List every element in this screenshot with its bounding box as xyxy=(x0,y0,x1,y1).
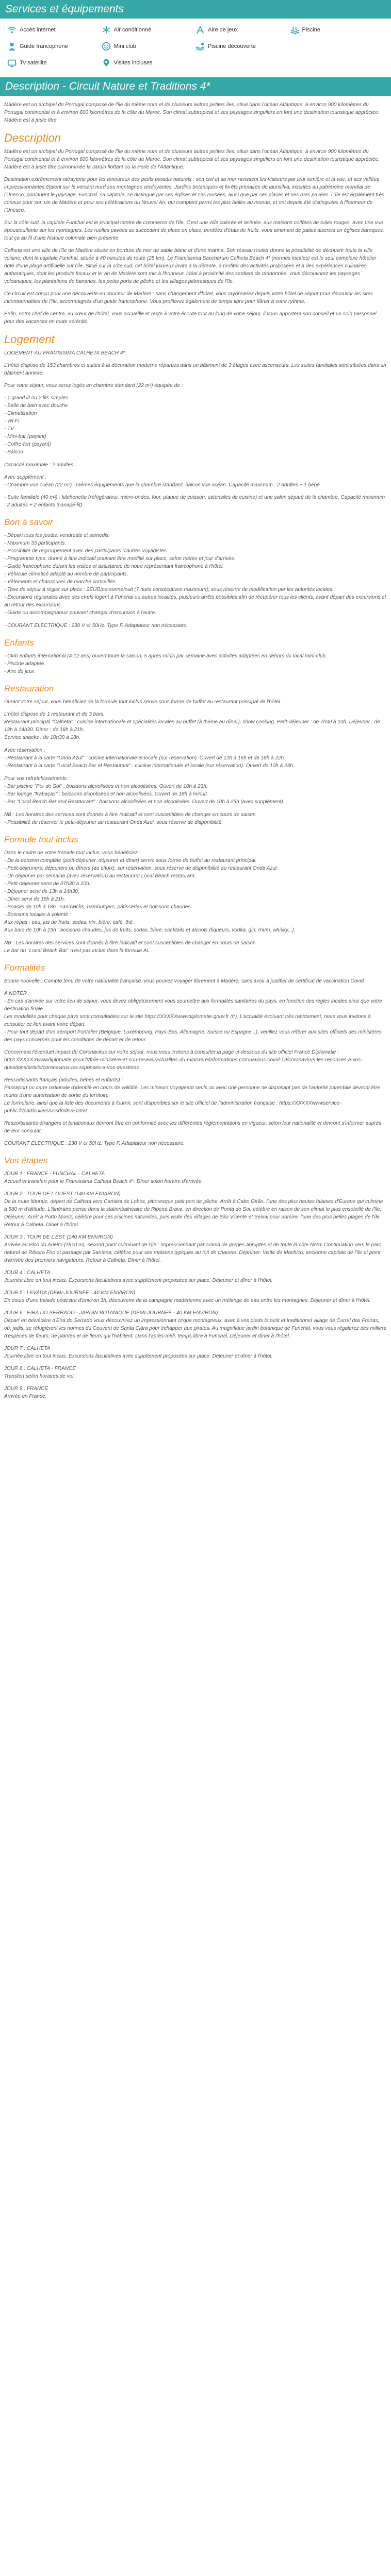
all-inclusive-list xyxy=(4,857,387,934)
lodging-options-title: Avec supplément : xyxy=(4,474,47,480)
all-inclusive-intro: Dans le cadre de votre formule tout inclus, vous bénéficiez : xyxy=(4,850,141,856)
food-drinks-title: Pour vos rafraîchissements : xyxy=(4,776,70,782)
day-title: JOUR 2 : TOUR DE L'OUEST (140 KM ENVIRON) xyxy=(4,1191,121,1197)
formalities-link[interactable]: https://XXXXXwwwdiplomatie.gouv.fr/fr/le-ministere-et-son-reseau/actualites-du-ministere/informations-coronavirus-covid-19/coronavirus-les-reponses-a-vos-questions/article/coronavirus-les-reponses-a-vos-questions xyxy=(4,1057,363,1071)
main-content xyxy=(0,96,391,1400)
service-item xyxy=(102,39,196,54)
food-paragraph: L'hôtel dispose de 1 restaurant et de 3 bars. xyxy=(4,711,105,717)
list-item: - Guide ou accompagnateur pouvant changer d'excursion à l'autre. xyxy=(4,610,157,616)
day-title: JOUR 5 : LEVADA (DEMI-JOURNÉE - 40 KM ENVIRON) xyxy=(4,1290,136,1296)
food-reservation-title: Avec réservation : xyxy=(4,748,45,753)
day-title: JOUR 9 : FRANCE xyxy=(4,1386,48,1392)
description-header: Description - Circuit Nature et Traditions 4* xyxy=(0,77,391,96)
food-title: Restauration xyxy=(4,684,54,693)
list-item: - Programme type, donné à titre indicatif pouvant être modifié sur place, selon météo et jour d'arrivée. xyxy=(4,556,236,562)
day-title: JOUR 3 : TOUR DE L'EST (140 KM ENVIRON) xyxy=(4,1234,113,1240)
tv-icon xyxy=(7,58,17,67)
list-item: - Déjeuner servi de 13h à 14h30. xyxy=(4,889,79,894)
pool-icon xyxy=(290,25,299,35)
day-title: JOUR 1 : FRANCE - FUNCHAL - CALHETA xyxy=(4,1171,105,1177)
service-label: Piscine xyxy=(302,27,320,33)
playground-icon xyxy=(196,25,205,35)
day-text: De la route littorale, départ de Calheta vers Camara de Lobos, pittoresque petit port de pêche. Arrêt à Cabo Girão, l'une des plus hautes falaises d'Europe qui culmine à 580 m d'altitude. L'itinéraire pense dans la stationbalnéaire de Ribeira Brava, en direction de Ponta do Sol, célèbre en raison de son climat le plus ensoleillé de l'île. Déjeuner. Arrêt à Porto Moniz, célèbre pour ses piscines naturelles, puis visite des villages de São Vicente et Seixal pour admirer l'une des plus belles plages de l'île. Retour à Calheta. Dîner à l'hôtel. xyxy=(4,1199,383,1228)
lodging-option: - Suite familiale (40 m²) : kitchenette (réfrigérateur, micro-ondes, four, plaque de cuisson, ustensiles de cuisine) et une salon séparé de la chambre. Capacité maximum : 2 adultes + 2 enfants (canapé-lit). xyxy=(4,495,385,508)
kids-title: Enfants xyxy=(4,638,34,648)
service-item xyxy=(102,56,196,70)
description-paragraph: Calheta est une ville de l'île de Madère située en bordure de mer de sable blanc et d'une marina. Son réseau routier donne la possibilité de découvrir toute la ville voisine, dont la capitale Funchal, située à 40 minutes de route (25 km). Le Framissima Saccharum Calheta Beach 4* (normes locales) est le seul complexe hôtelier doté d'une plage artificielle sur l'île. Situé sur la côte sud, cet hôtel luxueux invite à la détente, à profiter des activités proposées et à des expériences culinaires authentiques, dont les produits locaux et le vin de Madère sont mis à l'honneur. Idéal à proximité des sentiers de randonnée, vous découvrirez les paysages volcaniques, les plantations de bananes, les petits ports de pêche et les villages pittoresques de l'île. xyxy=(4,248,377,284)
list-item: - TV xyxy=(4,426,14,432)
lodging-capacity: Capacité maximale : 2 adultes. xyxy=(4,462,75,468)
list-item: - Possibilité de regroupement avec des participants d'autres voyagistes. xyxy=(4,548,168,554)
day-title: JOUR 4 : CALHETA xyxy=(4,1270,51,1276)
day-title: JOUR 8 : CALHETA - FRANCE xyxy=(4,1366,76,1371)
service-item xyxy=(102,23,196,37)
service-label: Guide francophone xyxy=(20,43,68,49)
service-item xyxy=(7,56,102,70)
description-paragraph: Madère est un archipel du Portugal composé de l'île du même nom et de plusieurs autres petites îles, situé dans l'océan Atlantique, à environ 900 kilomètres du Portugal continental et à environ 600 kilomètres de la côte du Maroc. Son climat subtropical et ses paysages singuliers en font une destination touristique appréciée. Madère est à juste titre surnommée la Jardin flottant ou la Perle de l'Atlantique. xyxy=(4,149,380,170)
service-item xyxy=(7,23,102,37)
list-item: - Wi-Fi xyxy=(4,418,20,424)
services-grid xyxy=(0,19,391,73)
list-item: - Piscine adaptée. xyxy=(4,661,46,667)
list-item: - Vêtements et chaussures de marche conseillés. xyxy=(4,579,117,585)
steps-title: Vos étapes xyxy=(4,1156,48,1165)
list-item: - Petit-déjeuners, déjeuners ou dîners (au choix), sur réservation, sous réserve de disponibilité au restaurant Onda Azul. xyxy=(4,866,279,871)
list-item: - Départ tous les jeudis, vendredis et samedis. xyxy=(4,533,110,538)
outdoor-pool-icon xyxy=(196,42,205,51)
list-item: - Club enfants international (4-12 ans) ouvert toute la saison, 5 après-midis par semaine avec activités adaptées en dehors du local mini-club. xyxy=(4,653,327,659)
list-item: - Maximum 33 participants. xyxy=(4,540,67,546)
formalities-paragraph: Le formulaire, ainsi que la liste des documents à fournir, sont disponibles sur le site officiel de l'administration française : https://XXXXXwwwservice-public.fr/particuliers/vosdroits/F1359. xyxy=(4,1100,341,1114)
service-label: Air conditionné xyxy=(113,27,152,33)
intro-paragraph: Madère est un archipel du Portugal composé de l'île du même nom et de plusieurs autres petites îles, situé dans l'océan Atlantique, à environ 900 kilomètres du Portugal continental et à environ 600 kilomètres de la côte du Maroc. Son climat subtropical et ses paysages singuliers en font une destination touristique appréciée. Madère est à juste titre xyxy=(4,102,380,123)
snowflake-icon xyxy=(102,25,111,35)
formalities-paragraph: - Pour tout départ d'un aéroport frontalier (Belgique, Luxembourg, Pays-Bas, Allemagne, Suisse ou Espagne...), veuillez vous référer aux sites officiels des ministères des pays concernés pour les conditions de départ et de retour. xyxy=(4,1029,382,1043)
current-note: - COURANT ELECTRIQUE : 230 V et 50Hz. Type F. Adaptateur non nécessaire. xyxy=(4,623,188,629)
formalities-paragraph: Ressortissants français (adultes, bébés et enfants) : xyxy=(4,1077,123,1083)
mini-club-icon xyxy=(102,42,111,51)
visits-icon xyxy=(102,58,111,67)
food-note: - Possibilité de réserver le petit-déjeuner au restaurant Onda Azul, sous réserve de disponibilité. xyxy=(4,820,223,825)
service-label: Accès internet xyxy=(20,27,56,33)
list-item: - 1 grand lit ou 2 lits simples xyxy=(4,395,68,401)
all-inclusive-note: NB : Les horaires des services sont donnés à titre indicatif et sont susceptibles de changer en cours de saison. xyxy=(4,940,257,946)
formalities-paragraph: Concernant l'éventuel impact du Coronavirus sur votre séjour, nous vous invitons à consulter la page ci-dessous du site officiel France Diplomatie : xyxy=(4,1049,339,1055)
steps-list xyxy=(4,1170,387,1400)
list-item: - Bar piscine "Por do Sol" : boissons alcoolisées et non alcoolisées. Ouvert de 10h à 23h. xyxy=(4,784,208,789)
formalities-title: Formalités xyxy=(4,963,45,973)
list-item: - Un déjeuner par semaine (avec réservation) au restaurant Local Beach restaurant. xyxy=(4,873,196,879)
list-item: - Dîner servi de 18h à 21h. xyxy=(4,896,66,902)
list-item: - Guide francophone durant les visites et assistance de notre représentant francophone à l'hôtel. xyxy=(4,564,224,569)
day-text: Arrivée en France. xyxy=(4,1394,47,1399)
list-item: - Véhicule climatisé adapté au nombre de participants. xyxy=(4,571,128,577)
list-item: - Taxe de séjour à régler sur place : 2EUR/personne/nuit (7 nuits consécutives maximum); sous réserve de modification par les autorités locales. xyxy=(4,587,334,592)
list-item: - Balcon xyxy=(4,449,23,455)
day-text: Accueil et transfert pour le Framissima Calheta Beach 4*. Dîner selon horaire d'arrivée. xyxy=(4,1179,203,1184)
list-item: Aux repas : eau, jus de fruits, sodas, vin, bière, café, thé. xyxy=(4,920,134,925)
formalities-paragraph: Ressortissants étrangers et binationaux devront être en conformité avec les différentes réglementations en vigueur, selon leur nationalité et devront s'informer auprès de leur consulat. xyxy=(4,1121,382,1134)
formalities-paragraph: COURANT ELECTRIQUE : 230 V et 50Hz. Type F. Adaptateur non nécessaire. xyxy=(4,1141,185,1146)
service-item xyxy=(7,39,102,54)
lodging-option: - Chambre vue océan (22 m²) : mêmes équipements que la chambre standard, balcon vue océan. Capacité maximum : 2 adultes + 1 bébé. xyxy=(4,482,321,488)
list-item: - Restaurant à la carte "Local Beach Bar et Restaurant" : cuisine internationale et locale (sur réservation). Ouvert de 10h à 23h. xyxy=(4,763,295,769)
description-paragraph: Ce circuit est conçu pour une découverte en douceur de Madère : sans changement d'hôtel, vous rayonnerez depuis votre hôtel de séjour pour découvrir les sites incontournables de l'île, accompagnés d'un guide francophone. Vous profiterez également de temps libre pour flâner à votre rythme. xyxy=(4,291,373,304)
list-item: - De la pension complète (petit-déjeuner, déjeuner et dîner) servie sous forme de buffet au restaurant principal. xyxy=(4,858,257,863)
good-to-know-list xyxy=(4,532,387,617)
day-text: Journée libre en tout inclus. Excursions facultatives avec supplément proposées sur place. Déjeuner et dîner à l'hôtel. xyxy=(4,1353,273,1359)
services-header: Services et équipements xyxy=(0,0,391,19)
list-item: - Salle de bain avec douche xyxy=(4,403,68,409)
day-text: Transfert selon horaires de vol. xyxy=(4,1374,75,1379)
food-paragraph: Durant votre séjour, vous bénéficiez de la formule tout inclus servie sous forme de buffet au restaurant principal de l'hôtel. xyxy=(4,699,282,705)
formalities-paragraph: Les modalités pour chaque pays sont consultables sur le site https://XXXXXwwwdiplomatie.gouv.fr (fr). L'actualité évoluant très rapidement, nous vous invitons à consulter ce lien avant votre départ. xyxy=(4,1014,371,1027)
list-item: - Restaurant à la carte "Onda Azul" : cuisine internationale et locale (sur réservation). Ouvert de 12h à 16h et de 18h à 22h. xyxy=(4,755,285,761)
service-label: Visites incluses xyxy=(113,60,153,66)
formalities-paragraph: A NOTER : xyxy=(4,991,30,996)
lodging-paragraph: L'hôtel dispose de 153 chambres et suites à la décoration moderne réparties dans un bâtiment de 3 étages avec ascenseurs. Les suites familiales sont situées dans un bâtiment annexe. xyxy=(4,363,386,376)
good-to-know-title: Bon à savoir xyxy=(4,517,53,527)
list-item: - Coffre-fort (payant) xyxy=(4,442,51,447)
list-item: - Boissons locales à volonté : xyxy=(4,912,71,918)
kids-list xyxy=(4,652,387,675)
formalities-paragraph: - En cas d'arrivée sur votre lieu de séjour, vous devez obligatoirement vous soumettre aux formalités sanitaires du pays, en fonction des règles locales ainsi que votre destination finale. xyxy=(4,998,382,1012)
day-text: En cours d'une balade pédestre d'environ 3h, découverte de la campagne madérienne avec un mélange de eau entre les montagnes. Déjeuner et dîner à l'hôtel. xyxy=(4,1298,371,1303)
list-item: - Bar lounge "Kabaças" : boissons alcoolisées et non alcoolisées. Ouvert de 18h à minuit. xyxy=(4,791,208,797)
service-empty-slot xyxy=(290,39,384,54)
formalities-paragraph: Bonne nouvelle : Compte tenu de votre nationalité française, vous pouvez voyager librement à Madère, sans avoir à justifier de certificat de vaccination Covid. xyxy=(4,978,365,984)
all-inclusive-note: Le bar du "Local Beach Bar" n'est pas inclus dans la formule AI. xyxy=(4,948,150,954)
list-item: - Excursions régionales avec des chefs logent à Funchal ou autres localités, plusieurs arrêts possibles afin de récupérer tous les clients, avant départ des excursions et au retour des excursions. xyxy=(4,595,386,608)
formalities-paragraph: Passeport ou carte nationale d'identité en cours de validité. Les mineurs voyageant seuls ou avec une personne ne disposant pas de l'autorité parentale devront être munis d'une autorisation de sortie du territoire. xyxy=(4,1085,380,1098)
service-item xyxy=(196,39,290,54)
service-item xyxy=(290,23,384,37)
food-paragraph: Service snacks : de 10h30 à 18h. xyxy=(4,735,80,740)
lodging-features-list xyxy=(4,394,387,456)
service-label: Mini club xyxy=(113,43,136,49)
food-paragraph: Restaurant principal "Calheta" : cuisine internationale et spécialités locales au buffet (à thème au dîner), show cooking. Petit-déjeuner : de 7h30 à 10h. Déjeuner : de 13h à 14h30. Dîner : de 18h à 21h. xyxy=(4,719,380,733)
day-text: Arrivée au Pico do Arieiro (1810 m), second point culminant de l'île : impressionnant panorama de gorges abruptes et de toute la côte Nord. Continuation vers le parc naturel de Ribeiro Frio et passage par Santana, célèbre pour ses maisons typiques au toit de chaume. Déjeuner. Visite de Machico, ancienne capitale de l'île et point d'arrivée des premiers navigateurs. Retour à Calheta. Dîner à l'hôtel. xyxy=(4,1242,381,1263)
list-item: - Bar "Local Beach Bar and Restaurant" : boissons alcoolisées et non alcoolisées. Ouvert de 10h à 23h (avec supplément). xyxy=(4,799,285,805)
lodging-paragraph: Pour votre séjour, vous serez logés en chambre standard (22 m²) équipée de : xyxy=(4,383,183,388)
lodging-subtitle: LOGEMENT AU FRAMISSIMA CALHETA BEACH 4*: xyxy=(4,350,127,356)
description-paragraph: Sur la côte sud, la capitale Funchal est le principal centre de commerce de l'île. C'est une ville colorée et animée, aux maisons coiffées de tuiles rouges, avec une vue époustouflante sur les montagnes. Les ruelles pavées se succèdent de place en place, bordées d'étals de fruits, vous amenant de palais discrets en églises baroques, tout ça au fil d'une histoire coloniale bien présente. xyxy=(4,220,384,241)
lodging-title: Logement xyxy=(4,333,55,346)
service-label: Tv satellite xyxy=(20,60,47,66)
food-note: NB : Les horaires des services sont donnés à titre indicatif et sont susceptibles de changer en cours de saison. xyxy=(4,812,257,818)
day-title: JOUR 7 : CALHETA xyxy=(4,1346,51,1351)
description-paragraph: Enfin, notre chef de centre, au cœur de l'hôtel, vous accueille et reste à votre écoute tout au long de votre séjour, il vous apportera son conseil et un soin personnel pour des vacances en toute sérénité. xyxy=(4,311,377,325)
day-text: Journée libre en tout inclus. Excursions facultatives avec supplément proposées sur place. Déjeuner et dîner à l'hôtel. xyxy=(4,1278,273,1283)
service-label: Piscine découverte xyxy=(208,43,256,49)
guide-icon xyxy=(7,42,17,51)
list-item: - Aire de jeux xyxy=(4,669,35,674)
day-text: Départ en belvédère d'Eira do Serrado vous découvrirez un impressionnant cirque montagneux, avec à vos pieds le petit et traditionnel village de Curral das Freiras, où, jadis, se réfugièrent les nonnes du Couvent de Santa Clara pour échapper aux pirates. Au magnifique jardin botanique de Funchal, vous vous régalerez des milliers d'espèces de fleurs, de plantes et de fleurs qui l'habitent. Dans l'après-midi, temps libre à Funchal. Déjeuner et dîner à l'hôtel. xyxy=(4,1318,386,1339)
list-item: - Petit-déjeuner servi de 07h30 à 10h. xyxy=(4,881,91,887)
wifi-icon xyxy=(7,25,17,35)
description-title: Description xyxy=(4,131,61,144)
list-item: - Climatisation xyxy=(4,411,37,416)
list-item: - Snacks de 10h à 18h : sandwichs, hamburgers, pâtisseries et boissons chaudes. xyxy=(4,904,192,910)
description-paragraph: Destination extrêmement attrayante pour les amoureux des petits paradis naturels : son ciel et sa mer ravissent les visiteurs par leur lumière et la vue, et ses vallées impressionnantes étalent sur le versant nord ses montagnes verdoyantes. Jardins botaniques et forêts primaires de laurisilva, inscrites au patrimoine mondial de l'Unesco, ponctuent le paysage. Funchal, sa capitale, se distingue par ses églises et ses musées, ainsi que par ses places et ses rues pavées. L'île est également très connue pour son vin de Madère et pour ses célébrations du Nouvel An, qui comptent parmi les plus belles au monde, et ont depuis été distinguées à l'honneur de l'Unesco. xyxy=(4,177,385,213)
service-label: Aire de jeux xyxy=(208,27,238,33)
service-item xyxy=(196,23,290,37)
list-item: - Mini-bar (payant) xyxy=(4,434,46,439)
all-inclusive-title: Formule tout inclus xyxy=(4,835,78,844)
list-item: Aux bars de 10h à 23h : boissons chaudes, jus de fruits, sodas, bière, cocktails et alcools (liqueurs, vodka, gin, rhum, whisky...). xyxy=(4,927,296,933)
day-title: JOUR 6 : EIRA DO SERRADO - JARDIN BOTANIQUE (DEMI-JOURNÉE - 40 KM ENVIRON) xyxy=(4,1310,218,1316)
